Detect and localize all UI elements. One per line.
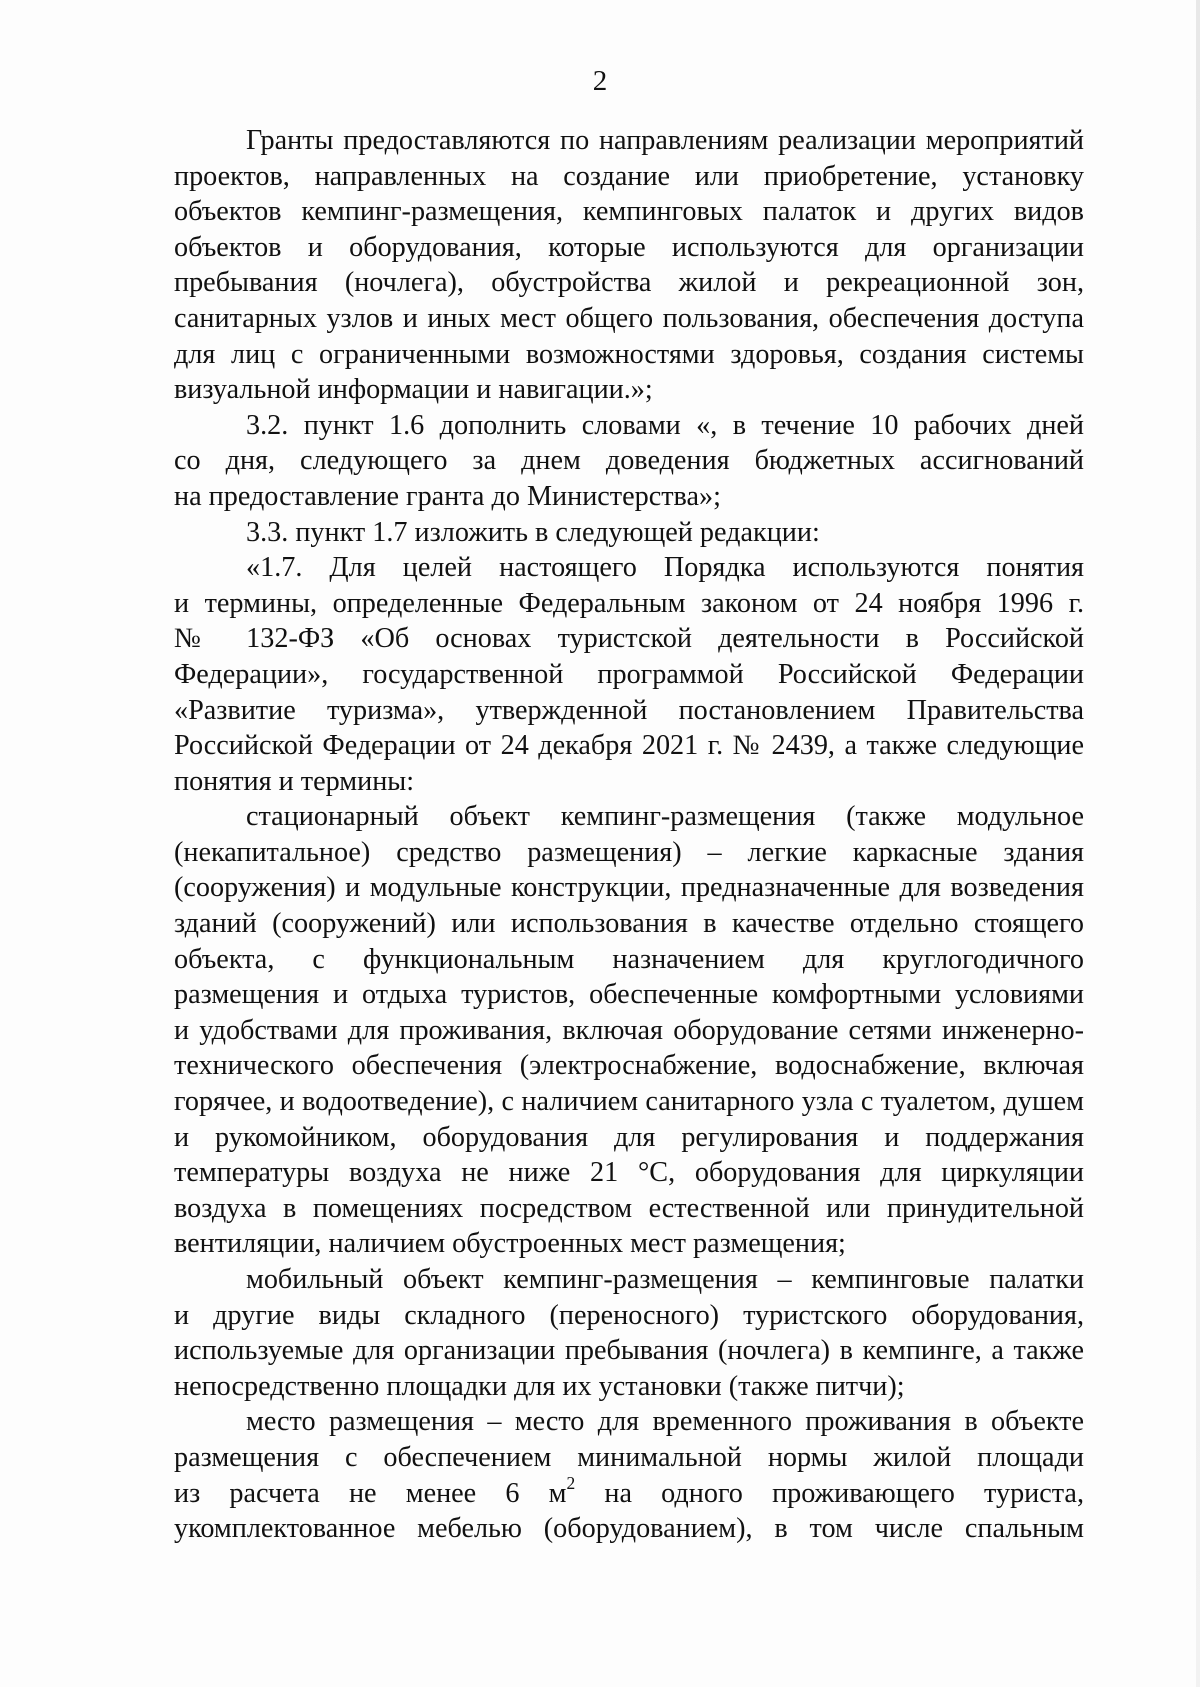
text-fragment: из расчета не менее 6 м	[174, 1477, 567, 1509]
text-line: объектов кемпинг-размещения, кемпинговых палаток и других видов	[174, 196, 1084, 228]
text-line: 3.2. пункт 1.6 дополнить словами «, в течение 10 рабочих дней	[246, 409, 1084, 441]
page-number: 2	[592, 65, 608, 97]
text-line: размещения с обеспечением минимальной нормы жилой площади	[174, 1441, 1084, 1473]
text-line: № 132-ФЗ «Об основах туристской деятельности в Российской	[174, 623, 1084, 655]
text-line: 3.3. пункт 1.7 изложить в следующей редакции:	[246, 516, 820, 548]
text-line: мобильный объект кемпинг-размещения – кемпинговые палатки	[246, 1264, 1084, 1295]
text-line: размещения и отдыха туристов, обеспеченные комфортными условиями	[174, 979, 1084, 1011]
text-line: используемые для организации пребывания (ночлега) в кемпинге, а также	[174, 1335, 1084, 1367]
text-line: Российской Федерации от 24 декабря 2021 г. № 2439, а также следующие	[174, 730, 1084, 762]
text-line: непосредственно площадки для их установки (также питчи);	[174, 1370, 905, 1402]
text-line: стационарный объект кемпинг-размещения (также модульное	[246, 801, 1084, 833]
text-line: пребывания (ночлега), обустройства жилой и рекреационной зон,	[174, 267, 1084, 299]
document-body	[174, 123, 1084, 1547]
text-line: Федерации», государственной программой Российской Федерации	[174, 658, 1084, 690]
text-line: технического обеспечения (электроснабжение, водоснабжение, включая	[174, 1050, 1084, 1082]
text-line: санитарных узлов и иных мест общего пользования, обеспечения доступа	[174, 302, 1084, 334]
text-line: место размещения – место для временного проживания в объекте	[246, 1406, 1084, 1438]
scan-edge	[1196, 0, 1200, 1687]
text-line: и рукомойником, оборудования для регулирования и поддержания	[174, 1121, 1084, 1153]
text-line: (некапитальное) средство размещения) – легкие каркасные здания	[174, 836, 1084, 868]
text-line: для лиц с ограниченными возможностями здоровья, создания системы	[174, 338, 1084, 370]
text-line: горячее, и водоотведение), с наличием санитарного узла с туалетом, душем	[174, 1086, 1084, 1118]
text-line: проектов, направленных на создание или приобретение, установку	[174, 160, 1084, 192]
text-line: визуальной информации и навигации.»;	[174, 374, 653, 406]
text-line: «1.7. Для целей настоящего Порядка используются понятия	[246, 552, 1084, 584]
text-fragment: на одного проживающего туриста,	[575, 1477, 1084, 1509]
superscript: 2	[566, 1472, 576, 1493]
text-line: вентиляции, наличием обустроенных мест размещения;	[174, 1228, 846, 1260]
text-line: понятия и термины:	[174, 765, 415, 797]
text-line: температуры воздуха не ниже 21 °С, оборудования для циркуляции	[174, 1157, 1084, 1189]
text-line: и другие виды складного (переносного) туристского оборудования,	[174, 1299, 1084, 1331]
text-line	[174, 1472, 1084, 1512]
text-line: укомплектованное мебелью (оборудованием), в том числе спальным	[174, 1513, 1084, 1545]
text-line: воздуха в помещениях посредством естественной или принудительной	[174, 1192, 1084, 1224]
text-line: зданий (сооружений) или использования в качестве отдельно стоящего	[174, 908, 1084, 940]
text-line: объектов и оборудования, которые используются для организации	[174, 231, 1084, 263]
text-line: (сооружения) и модульные конструкции, предназначенные для возведения	[174, 872, 1084, 904]
text-line: и удобствами для проживания, включая оборудование сетями инженерно-	[174, 1014, 1084, 1046]
text-line: объекта, с функциональным назначением для круглогодичного	[174, 943, 1084, 975]
text-line: со дня, следующего за днем доведения бюджетных ассигнований	[174, 445, 1084, 477]
text-line: и термины, определенные Федеральным законом от 24 ноября 1996 г.	[174, 587, 1084, 619]
text-line: на предоставление гранта до Министерства»;	[174, 480, 721, 512]
text-line: «Развитие туризма», утвержденной постановлением Правительства	[174, 694, 1084, 726]
text-line: Гранты предоставляются по направлениям реализации мероприятий	[246, 125, 1084, 156]
